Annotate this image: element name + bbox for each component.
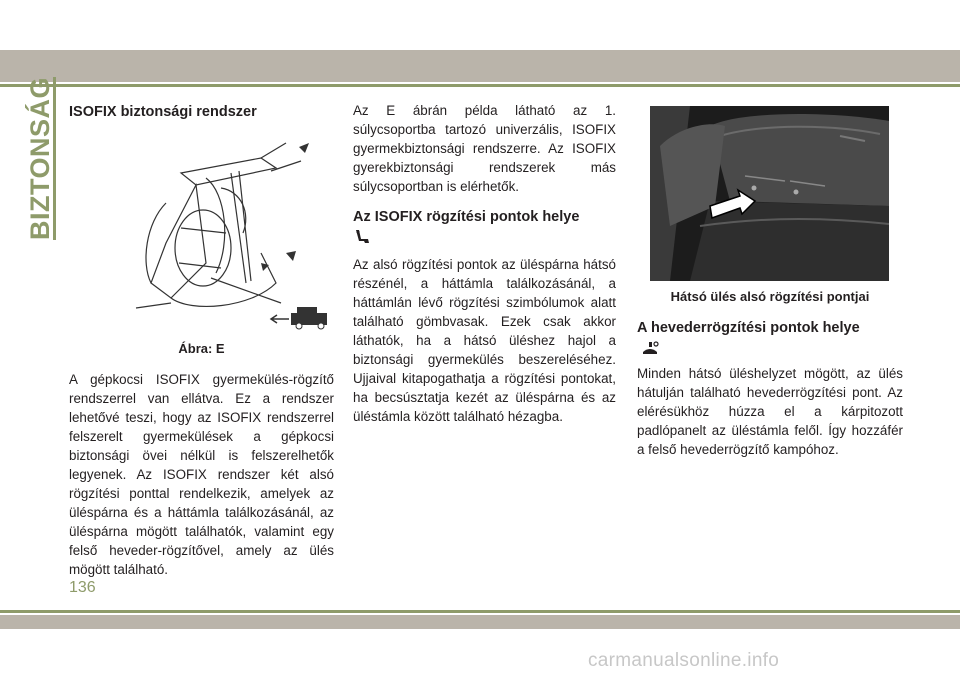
column-1 [69,103,334,579]
car-icon [271,307,327,329]
anchor-location-heading: Az ISOFIX rögzítési pontok helye [353,209,580,225]
child-seat-drawing [111,133,331,333]
column-2 [353,101,616,426]
figure-caption: Ábra: E [178,341,225,356]
tether-location-paragraph: Minden hátsó üléshelyzet mögött, az ülés hátulján található hevederrögzítési pont. Az elérésükhöz húzza el a kárpitozott padlópanelt az üléstámla felől. Így hozzáfér a felső hevederrögzítő kampóhoz. [637,366,903,457]
photo-caption: Hátsó ülés alsó rögzítési pontjai [670,289,870,304]
child-seat-illustration [111,133,331,333]
page-number: 136 [69,579,96,596]
section-tab: BIZTONSÁG [25,76,55,240]
footer-bar [0,615,960,629]
rear-seat-photo [650,106,889,281]
isofix-paragraph: A gépkocsi ISOFIX gyermekülés-rögzítő rendszerrel van ellátva. Ez a rendszer lehetővé teszi, hogy az ISOFIX rendszerrel felszerelt gyermekülések a gépkocsi biztonsági övei nélkül is felszerelhetők legyenek. Az ISOFIX rendszer két alsó rögzítési ponttal rendelkezik, amelyek az üléspárna és a háttámla találkozásánál, az üléspárna mögött találhatók, valamint egy felső heveder-rögzítővel, amely az ülés mögött található. [69,372,334,577]
tether-anchor-symbol-icon [641,340,661,356]
arrow-icon [299,143,309,153]
isofix-heading: ISOFIX biztonsági rendszer [69,104,257,120]
tether-location-heading: A hevederrögzítési pontok helye [637,320,860,336]
watermark: carmanualsonline.info [588,650,780,671]
column-3 [637,287,903,459]
footer-rule [0,610,960,613]
top-margin [0,0,960,50]
child-seat-symbol-icon [353,229,371,247]
anchor-location-paragraph: Az alsó rögzítési pontok az üléspárna hátsó részénél, a háttámla találkozásánál, a háttámlán lévő rögzítési szimbólumok alatt található gömbvasak. Ezek csak akkor láthatók, ha a hátsó üléshez hajol a biztonsági gyermekülés beszereléséhez. Ujjaival kitapogathatja a rögzítési pontokat, ha becsúsztatja kezét az üléspárna és az üléstámla között található hézagba. [353,257,616,424]
header-bar [0,50,960,82]
intro-paragraph: Az E ábrán példa látható az 1. súlycsoportba tartozó univerzális, ISOFIX gyermekbiztonsági rendszerre. Az ISOFIX gyerekbiztonsági rendszerek más súlycsoportban is elérhetők. [353,103,616,194]
header-rule [0,84,960,87]
